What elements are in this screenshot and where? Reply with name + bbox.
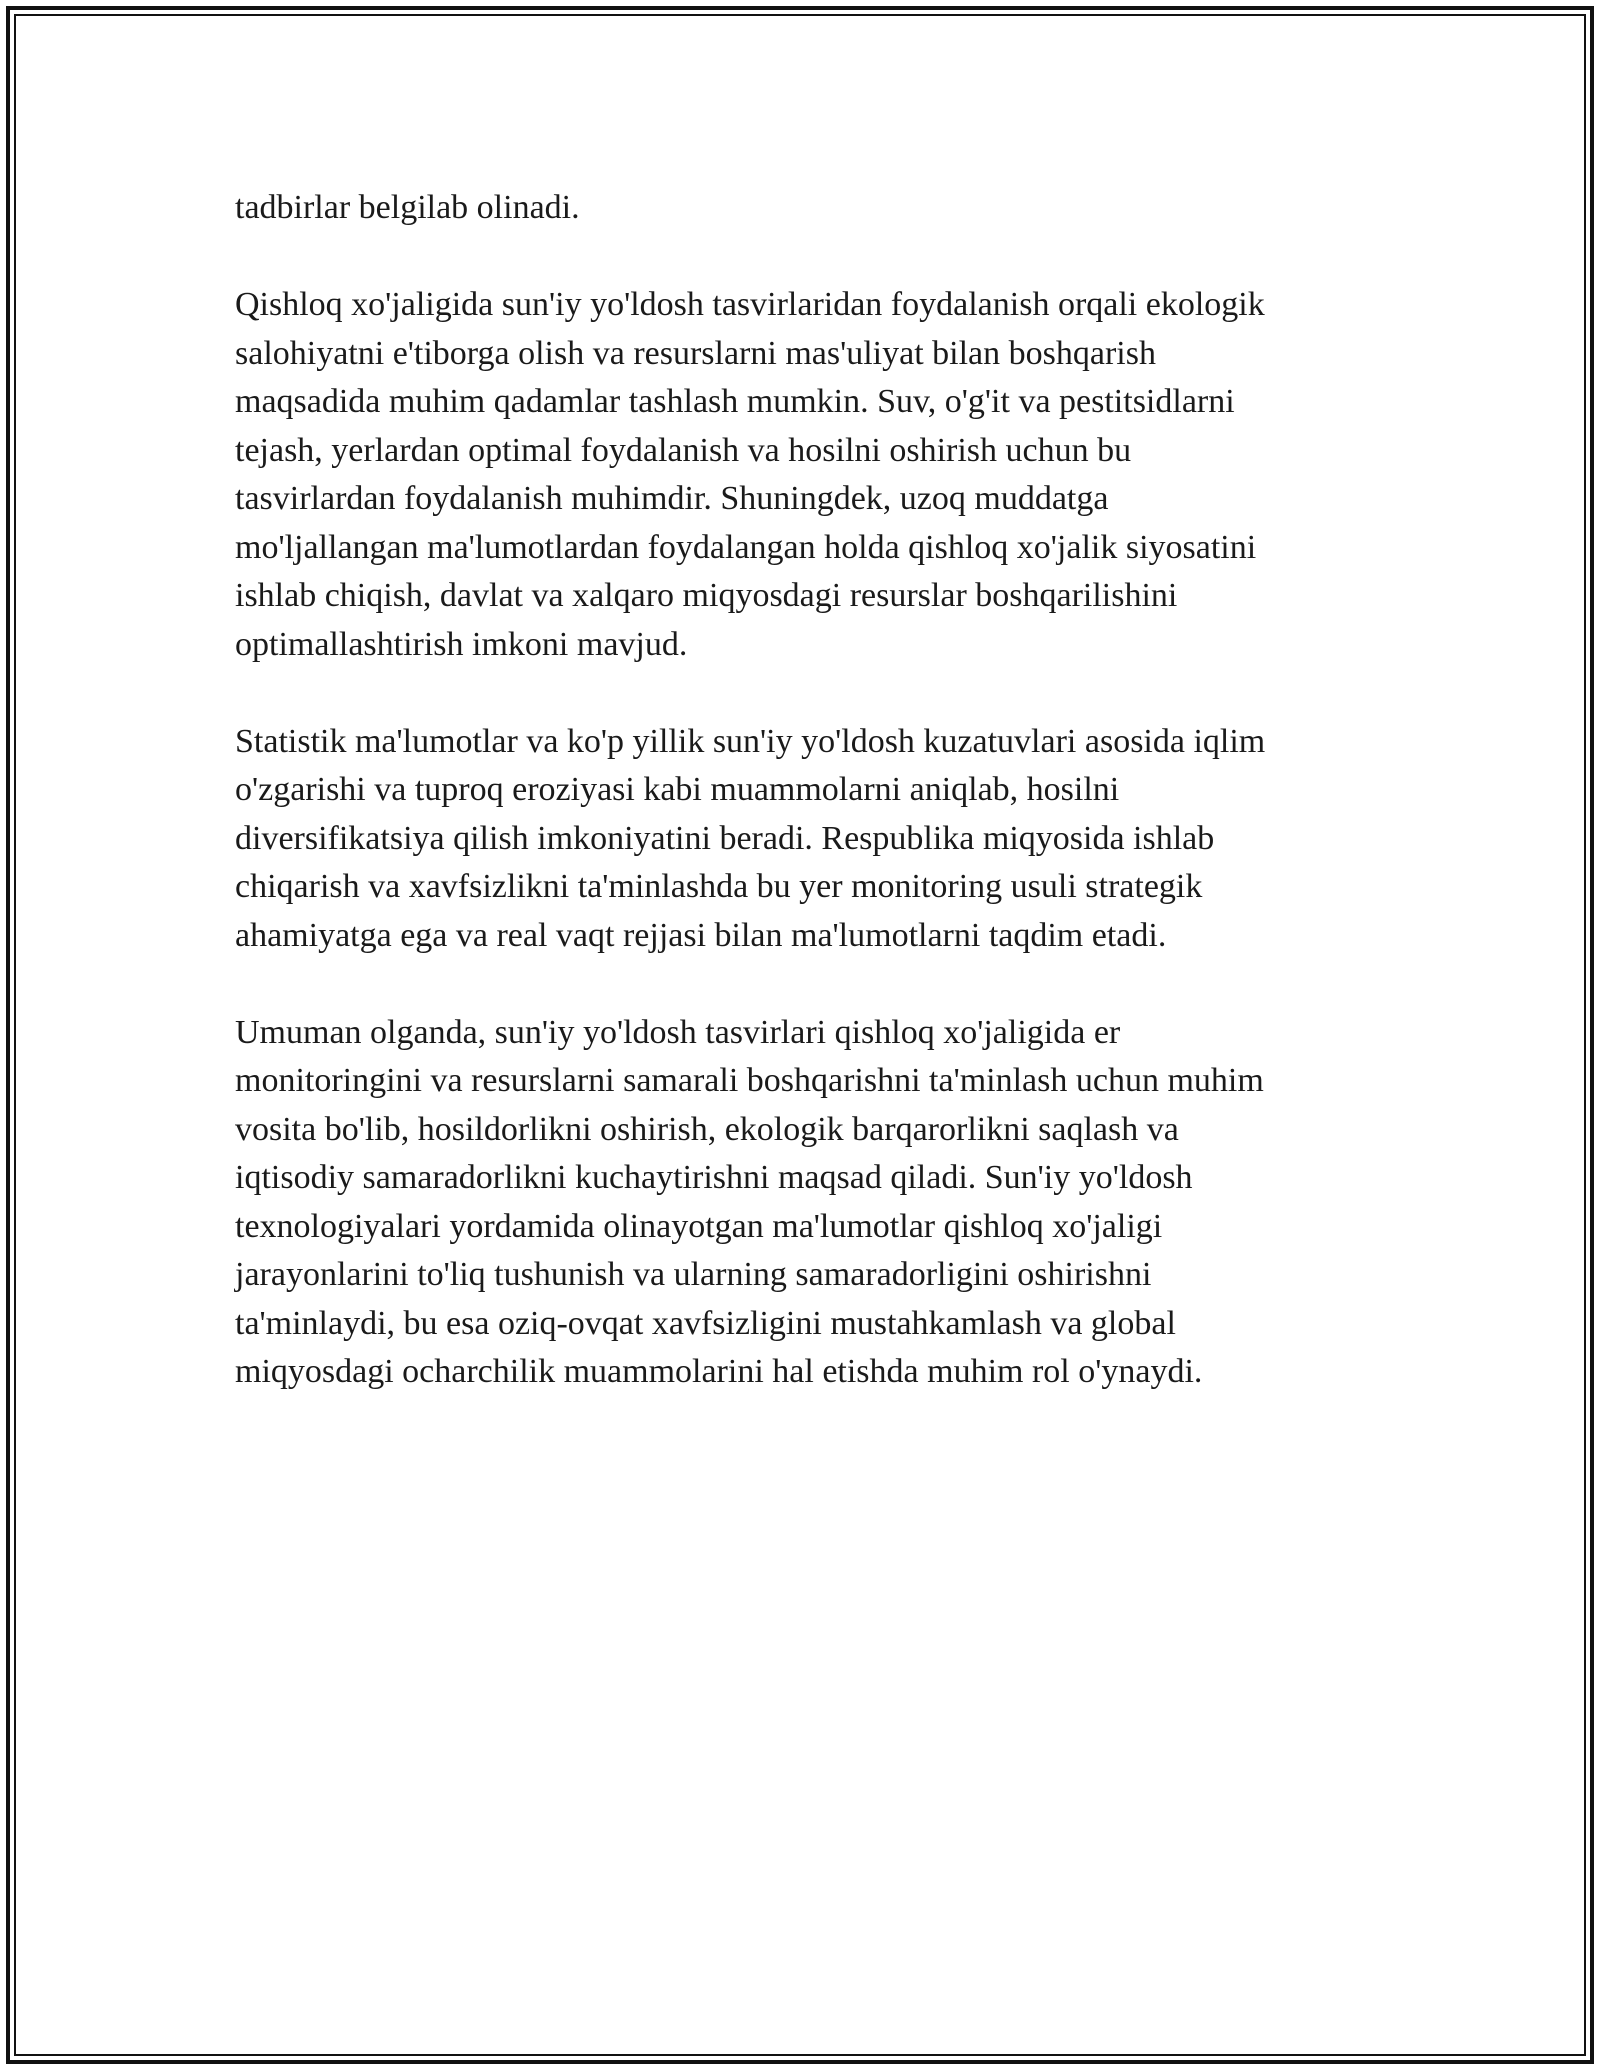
paragraph-1 bbox=[235, 184, 1385, 233]
text-line: mo'ljallangan ma'lumotlardan foydalangan holda qishloq xo'jalik siyosatini bbox=[235, 528, 1257, 566]
text-line: o'zgarishi va tuproq eroziyasi kabi muammolarni aniqlab, hosilni bbox=[235, 771, 1120, 808]
text-line: Statistik ma'lumotlar va ko'p yillik sun'iy yo'ldosh kuzatuvlari asosida iqlim bbox=[235, 722, 1266, 760]
text-line: salohiyatni e'tiborga olish va resurslarni mas'uliyat bilan boshqarish bbox=[235, 334, 1156, 372]
text-line: tejash, yerlardan optimal foydalanish va hosilni oshirish uchun bu bbox=[235, 431, 1132, 469]
text-line: Umuman olganda, sun'iy yo'ldosh tasvirlari qishloq xo'jaligida er bbox=[235, 1013, 1121, 1051]
text-line: maqsadida muhim qadamlar tashlash mumkin. Suv, o'g'it va pestitsidlarni bbox=[235, 383, 1235, 420]
text-line: texnologiyalari yordamida olinayotgan ma'lumotlar qishloq xo'jaligi bbox=[235, 1207, 1163, 1245]
text-line: monitoringini va resurslarni samarali boshqarishni ta'minlash uchun muhim bbox=[235, 1062, 1264, 1099]
text-line: tadbirlar belgilab olinadi. bbox=[235, 189, 580, 226]
text-line: tasvirlardan foydalanish muhimdir. Shuningdek, uzoq muddatga bbox=[235, 480, 1109, 517]
text-line: vosita bo'lib, hosildorlikni oshirish, ekologik barqarorlikni saqlash va bbox=[235, 1110, 1179, 1148]
text-line: ta'minlaydi, bu esa oziq-ovqat xavfsizligini mustahkamlash va global bbox=[235, 1304, 1176, 1342]
paragraph-2 bbox=[235, 281, 1385, 669]
paragraph-3 bbox=[235, 718, 1385, 961]
text-line: ishlab chiqish, davlat va xalqaro miqyosdagi resurslar boshqarilishini bbox=[235, 577, 1178, 614]
text-line: optimallashtirish imkoni mavjud. bbox=[235, 625, 688, 663]
text-line: chiqarish va xavfsizlikni ta'minlashda bu yer monitoring usuli strategik bbox=[235, 868, 1203, 905]
paragraph-4 bbox=[235, 1009, 1385, 1397]
document-body bbox=[235, 184, 1385, 1445]
text-line: diversifikatsiya qilish imkoniyatini beradi. Respublika miqyosida ishlab bbox=[235, 819, 1215, 857]
text-line: ahamiyatga ega va real vaqt rejjasi bilan ma'lumotlarni taqdim etadi. bbox=[235, 916, 1167, 954]
text-line: Qishloq xo'jaligida sun'iy yo'ldosh tasvirlaridan foydalanish orqali ekologik bbox=[235, 286, 1265, 323]
text-line: miqyosdagi ocharchilik muammolarini hal etishda muhim rol o'ynaydi. bbox=[235, 1353, 1203, 1390]
text-line: jarayonlarini to'liq tushunish va ularning samaradorligini oshirishni bbox=[235, 1256, 1152, 1293]
text-line: iqtisodiy samaradorlikni kuchaytirishni maqsad qiladi. Sun'iy yo'ldosh bbox=[235, 1159, 1193, 1196]
